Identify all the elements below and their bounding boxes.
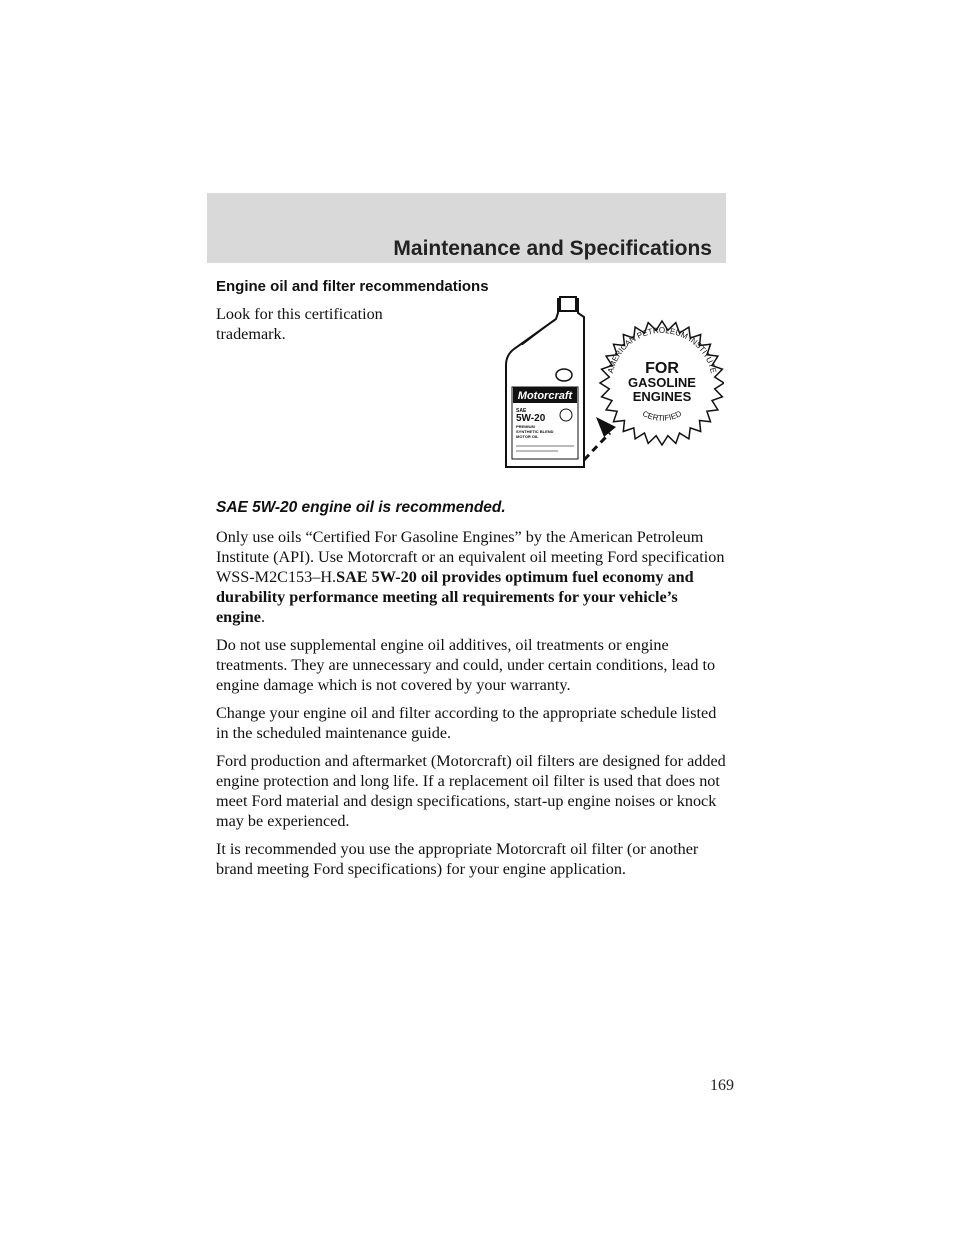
arrow-head-icon (596, 417, 616, 437)
seal-line-3: ENGINES (632, 389, 692, 404)
section-header-title: Maintenance and Specifications (393, 237, 712, 260)
seal-line-2: GASOLINE (628, 375, 696, 390)
bottle-text-line3: MOTOR OIL (516, 434, 539, 439)
section-header-band (207, 193, 726, 263)
seal-top-arc-text: AMERICAN PETROLEUM INSTITUTE (606, 325, 718, 375)
paragraph-3: Change your engine oil and filter according to the appropriate schedule listed in the scheduled maintenance guide. (216, 704, 717, 742)
paragraph-1 (216, 527, 726, 627)
oil-bottle-and-seal-illustration (498, 295, 724, 473)
section-title: Engine oil and filter recommendations (216, 278, 489, 295)
paragraph-4: Ford production and aftermarket (Motorcraft) oil filters are designed for added engine protection and long life. If a replacement oil filter is used that does not meet Ford material and design specifications, start-up engine noises or knock may be experienced. (216, 752, 726, 830)
bottle-text-line2: SYNTHETIC BLEND (516, 429, 554, 434)
paragraph-2: Do not use supplemental engine oil additives, oil treatments or engine treatments. They are unnecessary and could, under certain conditions, lead to engine damage which is not covered by your warranty. (216, 636, 716, 694)
bottle-grade: 5W-20 (516, 413, 546, 424)
bottle-grade-prefix: SAE (516, 408, 527, 414)
paragraph-1-end: . (260, 608, 266, 626)
api-starburst-seal (600, 321, 724, 445)
recommendation-text: SAE 5W-20 engine oil is recommended. (216, 499, 506, 516)
paragraph-1-text: Only use oils “Certified For Gasoline Engines” by the American Petroleum Institute (API). Use Motorcraft or an equivalent oil meeting Ford specification WSS-M2C153–H. (216, 528, 725, 586)
oil-bottle-icon (506, 297, 584, 467)
intro-text: Look for this certification trademark. (216, 305, 383, 343)
bottle-brand-label: Motorcraft (517, 390, 573, 402)
paragraph-5: It is recommended you use the appropriate Motorcraft oil filter (or another brand meeting Ford specifications) for your engine application. (216, 840, 699, 878)
paragraph-1-bold: SAE 5W-20 oil provides optimum fuel economy and durability performance meeting all requirements for your vehicle’s engine (216, 568, 694, 626)
seal-line-1: FOR (645, 360, 679, 377)
pointer-arrow (584, 417, 616, 460)
bottle-text-line1: PREMIUM (516, 424, 535, 429)
oil-certification-figure (498, 295, 724, 473)
seal-bottom-arc-text: CERTIFIED (640, 409, 684, 423)
page-number: 169 (710, 1077, 734, 1094)
